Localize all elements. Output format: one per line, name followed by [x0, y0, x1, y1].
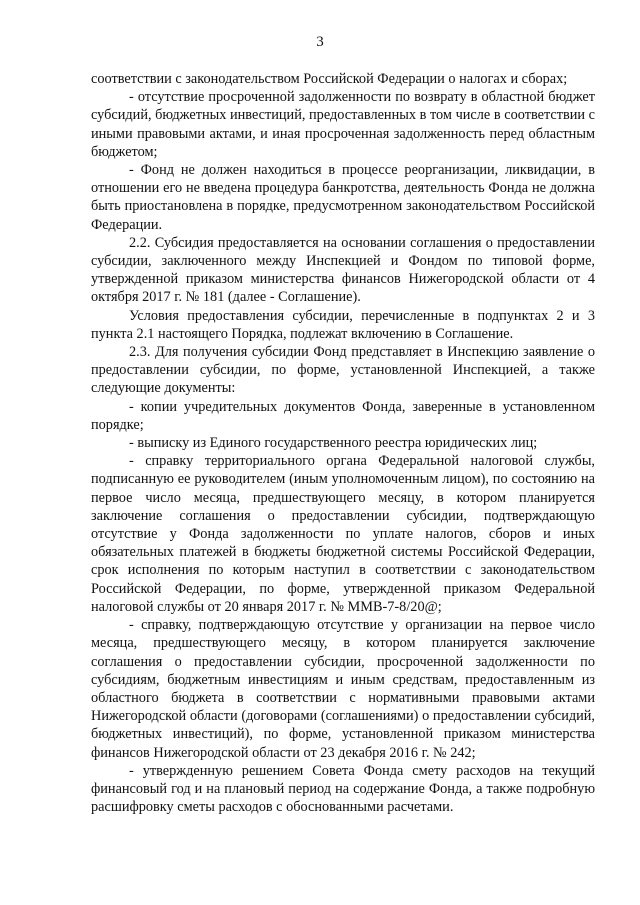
paragraph: - справку, подтверждающую отсутствие у организации на первое число месяца, предшествующего месяцу, в котором планируется заключение соглашения о предоставлении субсидии, просроченной задолженности по субсидиям, бюджетным инвестициям и иным средствам, предоставленным из областного бюджета в соответствии с нормативными правовыми актами Нижегородской области (договорами (соглашениями) о предоставлении субсидий, бюджетных инвестиций), по форме, установленной приказом министерства финансов Нижегородской области от 23 декабря 2016 г. № 242;: [91, 617, 595, 761]
paragraph: соответствии с законодательством Российской Федерации о налогах и сборах;: [91, 71, 568, 87]
paragraph: - отсутствие просроченной задолженности по возврату в областной бюджет субсидий, бюджетных инвестиций, предоставленных в том числе в соответствии с иными правовыми актами, и иная просроченная задолженность перед областным бюджетом;: [91, 89, 595, 160]
paragraph: Условия предоставления субсидии, перечисленные в подпунктах 2 и 3 пункта 2.1 настоящего Порядка, подлежат включению в Соглашение.: [91, 307, 595, 342]
paragraph: - справку территориального органа Федеральной налоговой службы, подписанную ее руководителем (иным уполномоченным лицом), по состоянию на первое число месяца, предшествующего месяцу, в котором планируется заключение соглашения о предоставлении субсидии, подтверждающую отсутствие у Фонда задолженности по уплате налогов, сборов и иных обязательных платежей в бюджеты бюджетной системы Российской Федерации, срок исполнения по которым наступил в соответствии с законодательством Российской Федерации, по форме, утвержденной приказом Федеральной налоговой службы от 20 января 2017 г. № ММВ-7-8/20@;: [91, 453, 595, 615]
document-body: [91, 70, 595, 816]
paragraph: 2.3. Для получения субсидии Фонд представляет в Инспекцию заявление о предоставлении субсидии, по форме, установленной Инспекцией, а также следующие документы:: [91, 344, 595, 397]
paragraph: - копии учредительных документов Фонда, заверенные в установленном порядке;: [91, 398, 595, 433]
page-number: 3: [316, 34, 324, 50]
paragraph: 2.2. Субсидия предоставляется на основании соглашения о предоставлении субсидии, заключенного между Инспекцией и Фондом по типовой форме, утвержденной приказом министерства финансов Нижегородской области от 4 октября 2017 г. № 181 (далее - Соглашение).: [91, 234, 595, 306]
paragraph: - выписку из Единого государственного реестра юридических лиц;: [129, 435, 538, 452]
paragraph: - Фонд не должен находиться в процессе реорганизации, ликвидации, в отношении его не введена процедура банкротства, деятельность Фонда не должна быть приостановлена в порядке, предусмотренном законодательством Российской Федерации.: [91, 162, 595, 233]
paragraph: - утвержденную решением Совета Фонда смету расходов на текущий финансовый год и на плановый период на содержание Фонда, а также подробную расшифровку сметы расходов с обоснованными расчетами.: [91, 762, 595, 816]
